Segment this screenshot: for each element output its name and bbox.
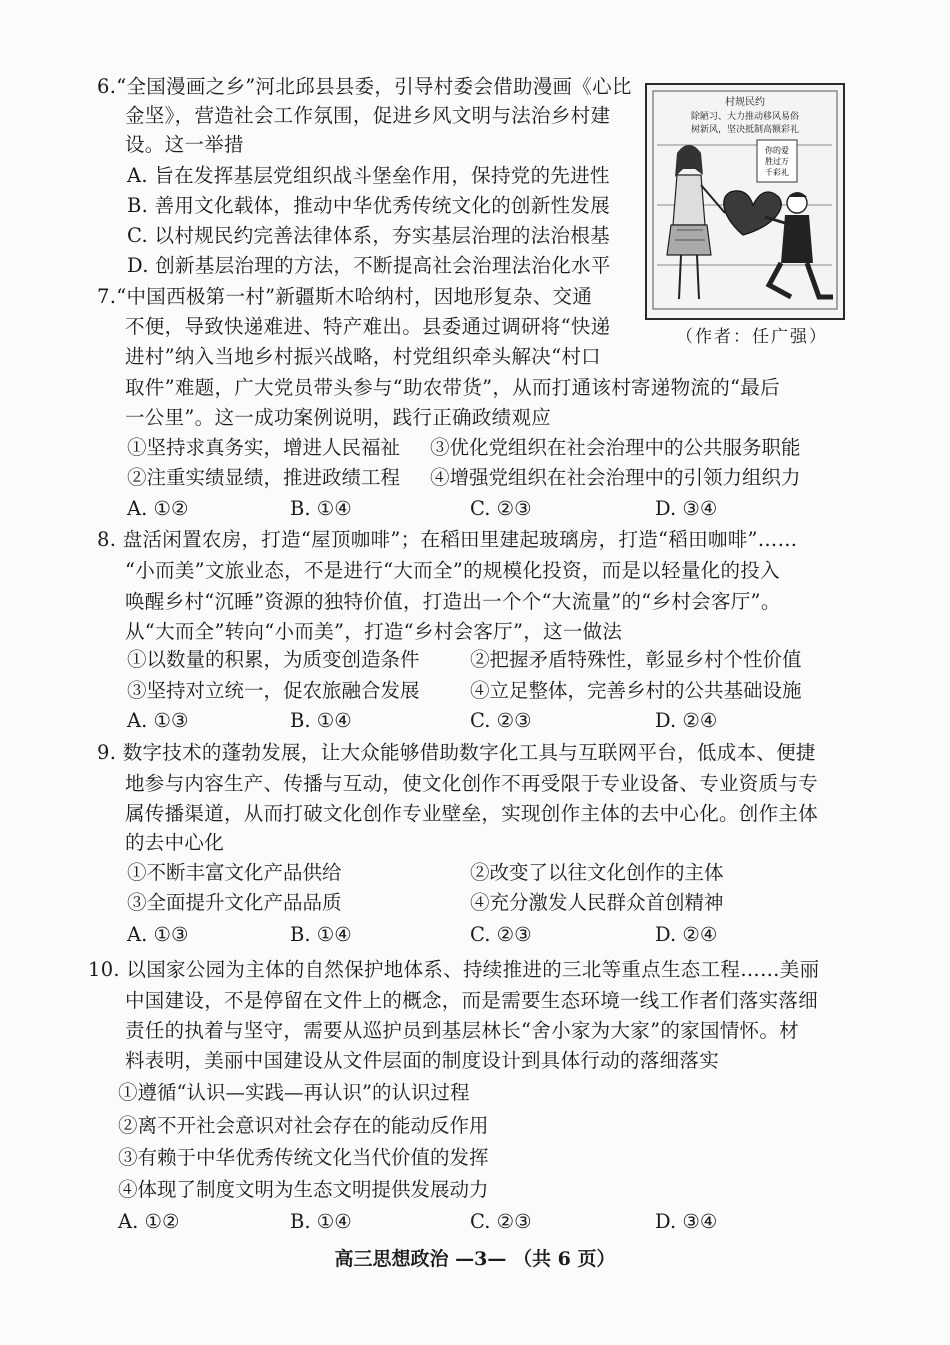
- q8-choice-d: D. ②④: [655, 709, 718, 732]
- q7-choice-b: B. ①④: [290, 497, 352, 520]
- q8-item-2: ②把握矛盾特殊性，彰显乡村个性价值: [470, 648, 802, 671]
- q9-stem-line-2: 地参与内容生产、传播与互动，使文化创作不再受限于专业设备、专业资质与专: [125, 772, 819, 795]
- q7-stem-line-1: 7.“中国西极第一村”新疆斯木哈纳村，因地形复杂、交通: [97, 285, 593, 308]
- cartoon-note-line-2: 胜过万: [765, 157, 789, 166]
- q7-stem-line-3: 进村”纳入当地乡村振兴战略，村党组织牵头解决“村口: [125, 345, 601, 368]
- cartoon-caption: （作者：任广强）: [676, 327, 828, 347]
- q10-item-2: ②离不开社会意识对社会存在的能动反作用: [118, 1114, 489, 1137]
- q7-choice-d: D. ③④: [655, 497, 718, 520]
- q10-choice-d: D. ③④: [655, 1210, 718, 1233]
- q9-stem-line-4: 的去中心化: [125, 831, 225, 854]
- page-footer: 高三思想政治 —3— （共 6 页）: [334, 1248, 616, 1270]
- q8-stem-line-2: “小而美”文旅业态，不是进行“大而全”的规模化投资，而是以轻量化的投入: [125, 559, 780, 582]
- q8-item-1: ①以数量的积累，为质变创造条件: [127, 648, 420, 671]
- q6-stem-line-1: 6.“全国漫画之乡”河北邱县县委，引导村委会借助漫画《心比: [97, 75, 632, 98]
- q10-stem-line-2: 中国建设，不是停留在文件上的概念，而是需要生态环境一线工作者们落实落细: [125, 989, 819, 1012]
- q10-item-3: ③有赖于中华优秀传统文化当代价值的发挥: [118, 1146, 489, 1169]
- q8-choice-b: B. ①④: [290, 709, 352, 732]
- cartoon-sign-line-2: 树新风，坚决抵制高额彩礼: [690, 125, 800, 135]
- q6-option-b: B. 善用文化载体，推动中华优秀传统文化的创新性发展: [127, 194, 611, 217]
- q9-item-3: ③全面提升文化产品品质: [127, 891, 342, 914]
- q7-stem-line-4: 取件”难题，广大党员带头参与“助农带货”，从而打通该村寄递物流的“最后: [125, 376, 780, 399]
- q9-choice-a: A. ①③: [127, 923, 189, 946]
- q8-stem-line-4: 从“大而全”转向“小而美”，打造“乡村会客厅”，这一做法: [125, 620, 623, 643]
- q6-stem-line-2: 金坚》，营造社会工作氛围，促进乡风文明与法治乡村建: [125, 104, 611, 127]
- q7-choice-c: C. ②③: [470, 497, 532, 520]
- q10-choice-a: A. ①②: [118, 1210, 180, 1233]
- cartoon-sign-title: 村规民约: [725, 97, 765, 108]
- q9-item-4: ④充分激发人民群众首创精神: [470, 891, 724, 914]
- q7-item-1: ①坚持求真务实，增进人民福祉: [127, 436, 401, 459]
- q7-stem-line-2: 不便，导致快递难进、特产难出。县委通过调研将“快递: [125, 315, 611, 338]
- cartoon-note-line-1: 你的爱: [765, 146, 789, 155]
- q8-item-3: ③坚持对立统一，促农旅融合发展: [127, 679, 420, 702]
- q6-option-c: C. 以村规民约完善法律体系，夯实基层治理的法治根基: [127, 224, 610, 247]
- q10-item-4: ④体现了制度文明为生态文明提供发展动力: [118, 1178, 489, 1201]
- q10-stem-line-4: 料表明，美丽中国建设从文件层面的制度设计到具体行动的落细落实: [125, 1049, 720, 1072]
- q9-choice-c: C. ②③: [470, 923, 532, 946]
- cartoon-note-line-3: 千彩礼: [765, 168, 789, 177]
- q9-item-2: ②改变了以往文化创作的主体: [470, 861, 724, 884]
- q7-item-4: ④增强党组织在社会治理中的引领力组织力: [430, 466, 801, 489]
- q9-choice-b: B. ①④: [290, 923, 352, 946]
- cartoon-drawing: [647, 85, 843, 318]
- q8-stem-line-3: 唤醒乡村“沉睡”资源的独特价值，打造出一个个“大流量”的“乡村会客厅”。: [125, 590, 781, 613]
- cartoon-illustration: [645, 83, 845, 320]
- q7-stem-line-5: 一公里”。这一成功案例说明，践行正确政绩观应: [125, 406, 552, 429]
- q9-stem-line-3: 属传播渠道，从而打破文化创作专业壁垒，实现创作主体的去中心化。创作主体: [125, 802, 819, 825]
- q9-stem-line-1: 9. 数字技术的蓬勃发展，让大众能够借助数字化工具与互联网平台，低成本、便捷: [97, 741, 816, 764]
- q8-item-4: ④立足整体，完善乡村的公共基础设施: [470, 679, 802, 702]
- q10-item-1: ①遵循“认识—实践—再认识”的认识过程: [118, 1081, 470, 1104]
- q6-stem-line-3: 设。这一举措: [125, 133, 244, 156]
- q6-option-d: D. 创新基层治理的方法，不断提高社会治理法治化水平: [127, 254, 611, 277]
- q10-stem-line-1: 10. 以国家公园为主体的自然保护地体系、持续推进的三北等重点生态工程……美丽: [88, 958, 820, 981]
- q7-choice-a: A. ①②: [127, 497, 189, 520]
- q8-stem-line-1: 8. 盘活闲置农房，打造“屋顶咖啡”；在稻田里建起玻璃房，打造“稻田咖啡”……: [97, 528, 798, 551]
- q7-item-2: ②注重实绩显绩，推进政绩工程: [127, 466, 401, 489]
- q8-choice-a: A. ①③: [127, 709, 189, 732]
- q9-item-1: ①不断丰富文化产品供给: [127, 861, 342, 884]
- q6-option-a: A. 旨在发挥基层党组织战斗堡垒作用，保持党的先进性: [127, 164, 610, 187]
- q10-choice-c: C. ②③: [470, 1210, 532, 1233]
- q7-item-3: ③优化党组织在社会治理中的公共服务职能: [430, 436, 801, 459]
- q9-choice-d: D. ②④: [655, 923, 718, 946]
- q10-stem-line-3: 责任的执着与坚守，需要从巡护员到基层林长“舍小家为大家”的家国情怀。材: [125, 1019, 799, 1042]
- cartoon-sign-line-1: 除陋习、大力推动移风易俗: [690, 112, 800, 122]
- q8-choice-c: C. ②③: [470, 709, 532, 732]
- q10-choice-b: B. ①④: [290, 1210, 352, 1233]
